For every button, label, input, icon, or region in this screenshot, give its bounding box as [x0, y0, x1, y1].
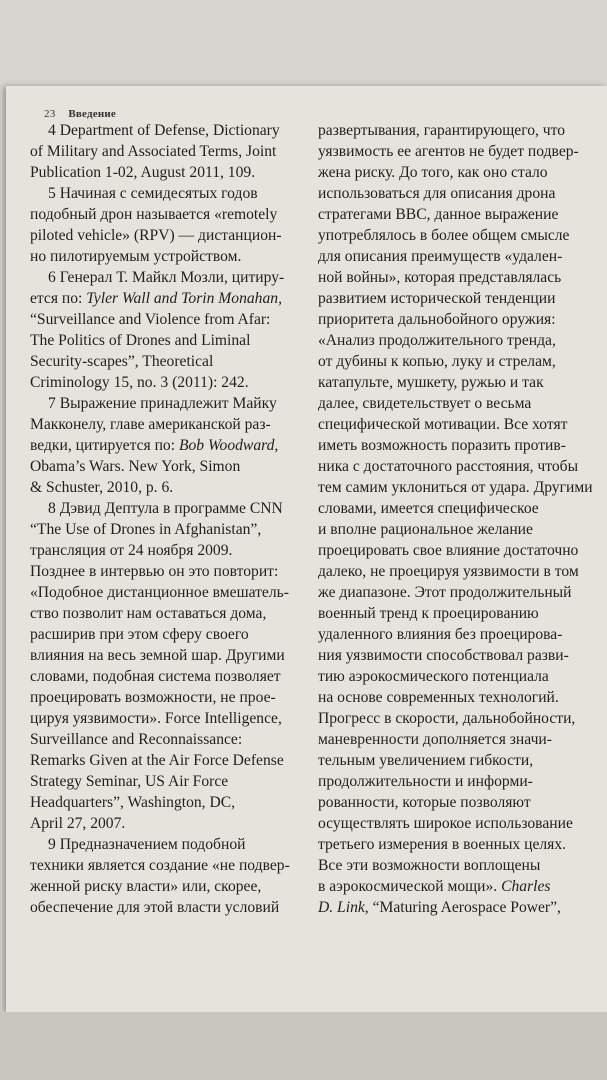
- text-line: [30, 393, 314, 414]
- line-text: словами, подобная система позволяет: [30, 668, 281, 685]
- text-line: [318, 372, 580, 393]
- text-line: [318, 687, 580, 708]
- line-text: 4 Department of Defense, Dictionary: [48, 122, 280, 139]
- line-text: Headquarters”, Washington, DC,: [30, 794, 236, 811]
- line-text: продолжительности и информи-: [318, 773, 533, 790]
- line-italic-text: D. Link: [318, 899, 365, 916]
- line-text: Security-scapes”, Theoretical: [30, 353, 214, 370]
- line-text: тем самим уклониться от удара. Другими: [318, 479, 593, 496]
- line-text: но пилотируемым устройством.: [30, 248, 242, 265]
- text-line: [30, 624, 314, 645]
- line-text: рованности, которые позволяют: [318, 794, 531, 811]
- line-text: Publication 1-02, August 2011, 109.: [30, 164, 256, 181]
- line-text: “The Use of Drones in Afghanistan”,: [30, 521, 262, 538]
- text-line: [30, 792, 314, 813]
- line-text: техники является создание «не подвер-: [30, 857, 290, 874]
- line-text: уязвимость ее агентов не будет подвер-: [318, 143, 579, 160]
- line-text: специфической мотивации. Все хотят: [318, 416, 568, 433]
- text-line: [318, 561, 580, 582]
- text-line: [318, 498, 580, 519]
- line-text: стратегами ВВС, данное выражение: [318, 206, 559, 223]
- line-text: удаленного влияния без проецирова-: [318, 626, 563, 643]
- line-text: для описания преимуществ «удален-: [318, 248, 563, 265]
- text-line: [318, 729, 580, 750]
- line-text: проецировать свое влияние достаточно: [318, 542, 579, 559]
- line-text: “Surveillance and Violence from Afar:: [30, 311, 271, 328]
- line-text: трансляция от 24 ноября 2009.: [30, 542, 233, 559]
- text-line: [318, 519, 580, 540]
- chapter-title: Введение: [68, 108, 116, 120]
- line-text: на основе современных технологий.: [318, 689, 559, 706]
- text-line: [30, 456, 314, 477]
- text-line: [318, 792, 580, 813]
- line-text: маневренности дополняется значи-: [318, 731, 552, 748]
- text-line: [30, 141, 314, 162]
- line-text: тию аэрокосмического потенциала: [318, 668, 549, 685]
- line-text: военный тренд к проецированию: [318, 605, 539, 622]
- line-text: далеко, не проецируя уязвимости в том: [318, 563, 579, 580]
- line-text: ника с достаточного расстояния, чтобы: [318, 458, 579, 475]
- line-text: Obama’s Wars. New York, Simon: [30, 458, 241, 475]
- left-column: [30, 120, 314, 918]
- line-text: же диапазоне. Этот продолжительный: [318, 584, 572, 601]
- line-text: Remarks Given at the Air Force Defense: [30, 752, 284, 769]
- text-line: [318, 225, 580, 246]
- line-text: развертывания, гарантирующего, что: [318, 122, 566, 139]
- text-line: [318, 288, 580, 309]
- text-line: [318, 855, 580, 876]
- line-text: приоритета дальнобойного оружия:: [318, 311, 556, 328]
- line-text: Strategy Seminar, US Air Force: [30, 773, 229, 790]
- line-text: & Schuster, 2010, p. 6.: [30, 479, 174, 496]
- text-line: [30, 897, 314, 918]
- line-text: Criminology 15, no. 3 (2011): 242.: [30, 374, 249, 391]
- background-surface: [0, 1012, 607, 1080]
- text-line: [30, 330, 314, 351]
- text-line: [318, 771, 580, 792]
- line-text: , “Maturing Aerospace Power”,: [364, 899, 561, 916]
- text-line: [318, 813, 580, 834]
- line-text: проецировать возможности, не прое-: [30, 689, 276, 706]
- line-text: в аэрокосмической мощи».: [318, 878, 502, 895]
- line-text: от дубины к копью, луку и стрелам,: [318, 353, 556, 370]
- line-text: использоваться для описания дрона: [318, 185, 556, 202]
- text-line: [318, 414, 580, 435]
- text-line: [318, 246, 580, 267]
- line-text: расширив при этом сферу своего: [30, 626, 249, 643]
- line-text: подобный дрон называется «remotely: [30, 206, 278, 223]
- line-text: 9 Предназначением подобной: [48, 836, 246, 853]
- text-line: [30, 603, 314, 624]
- text-line: [30, 645, 314, 666]
- line-text: катапульте, мушкету, ружью и так: [318, 374, 544, 391]
- text-line: [318, 876, 580, 897]
- text-line: [30, 162, 314, 183]
- line-text: цируя уязвимости». Force Intelligence,: [30, 710, 282, 727]
- text-line: [318, 708, 580, 729]
- text-line: [318, 603, 580, 624]
- text-line: [318, 204, 580, 225]
- line-text: 8 Дэвид Дептула в программе CNN: [48, 500, 283, 517]
- running-header: [44, 108, 116, 120]
- line-text: April 27, 2007.: [30, 815, 126, 832]
- book-page: [6, 86, 607, 1012]
- text-line: [30, 855, 314, 876]
- line-italic-text: Tyler Wall and Torin Monahan,: [86, 290, 282, 307]
- text-line: [30, 582, 314, 603]
- line-text: словами, имеется специфическое: [318, 500, 539, 517]
- right-column: [318, 120, 593, 918]
- text-line: [30, 372, 314, 393]
- text-line: [30, 288, 314, 309]
- text-line: [318, 183, 580, 204]
- text-line: [318, 897, 580, 918]
- line-text: иметь возможность поразить против-: [318, 437, 566, 454]
- line-italic-text: Bob Woodward,: [178, 437, 279, 454]
- line-text: ство позволит нам оставаться дома,: [30, 605, 267, 622]
- text-line: [30, 519, 314, 540]
- text-line: [30, 309, 314, 330]
- line-text: жена риску. До того, как оно стало: [318, 164, 548, 181]
- text-line: [318, 309, 580, 330]
- line-text: piloted vehicle» (RPV) — дистанцион-: [30, 227, 282, 244]
- text-line: [30, 246, 314, 267]
- text-line: [318, 393, 580, 414]
- text-line: [30, 729, 314, 750]
- line-text: «Анализ продолжительного тренда,: [318, 332, 556, 349]
- text-line: [318, 645, 580, 666]
- text-line: [30, 414, 314, 435]
- text-line: [30, 687, 314, 708]
- line-text: далее, свидетельствует о весьма: [318, 395, 532, 412]
- line-text: «Подобное дистанционное вмешатель-: [30, 584, 289, 601]
- text-line: [318, 750, 580, 771]
- text-line: [30, 435, 314, 456]
- line-text: третьего измерения в военных целях.: [318, 836, 567, 853]
- page-number: 23: [44, 108, 56, 120]
- text-line: [318, 666, 580, 687]
- text-line: [30, 225, 314, 246]
- text-line: [318, 162, 580, 183]
- line-text: Surveillance and Reconnaissance:: [30, 731, 243, 748]
- text-line: [318, 141, 580, 162]
- text-line: [318, 582, 580, 603]
- line-text: развитием исторической тенденции: [318, 290, 556, 307]
- text-line: [30, 876, 314, 897]
- text-line: [30, 477, 314, 498]
- line-text: Прогресс в скорости, дальнобойности,: [318, 710, 576, 727]
- line-text: ния уязвимости способствовал разви-: [318, 647, 569, 664]
- line-text: влияния на весь земной шар. Другими: [30, 647, 285, 664]
- line-text: Макконелу, главе американской раз-: [30, 416, 271, 433]
- line-text: Позднее в интервью он это повторит:: [30, 563, 279, 580]
- text-line: [30, 771, 314, 792]
- text-line: [30, 498, 314, 519]
- text-line: [30, 834, 314, 855]
- text-line: [30, 750, 314, 771]
- line-text: осуществлять широкое использование: [318, 815, 573, 832]
- text-line: [30, 813, 314, 834]
- text-line: [318, 351, 580, 372]
- line-text: 6 Генерал Т. Майкл Мозли, цитиру-: [48, 269, 285, 286]
- line-italic-text: Charles: [501, 878, 551, 895]
- line-text: Все эти возможности воплощены: [318, 857, 541, 874]
- text-line: [318, 267, 580, 288]
- text-line: [318, 477, 593, 498]
- text-line: [30, 267, 314, 288]
- text-line: [30, 666, 314, 687]
- text-line: [30, 120, 314, 141]
- line-text: 7 Выражение принадлежит Майку: [48, 395, 277, 412]
- line-text: обеспечение для этой власти условий: [30, 899, 280, 916]
- line-text: и вполне рациональное желание: [318, 521, 533, 538]
- text-line: [30, 540, 314, 561]
- text-line: [30, 561, 314, 582]
- line-text: ведки, цитируется по:: [30, 437, 179, 454]
- text-line: [318, 834, 580, 855]
- line-text: женной риску власти» или, скорее,: [30, 878, 262, 895]
- text-line: [318, 456, 580, 477]
- line-text: of Military and Associated Terms, Joint: [30, 143, 277, 160]
- line-text: ется по:: [30, 290, 87, 307]
- text-line: [318, 540, 580, 561]
- text-line: [30, 183, 314, 204]
- text-line: [318, 330, 580, 351]
- line-text: 5 Начиная с семидесятых годов: [48, 185, 258, 202]
- text-line: [30, 204, 314, 225]
- line-text: тельным увеличением гибкости,: [318, 752, 534, 769]
- line-text: употреблялось в более общем смысле: [318, 227, 570, 244]
- line-text: ной войны», которая представлялась: [318, 269, 562, 286]
- text-line: [30, 708, 314, 729]
- text-line: [30, 351, 314, 372]
- line-text: The Politics of Drones and Liminal: [30, 332, 251, 349]
- text-line: [318, 120, 580, 141]
- text-line: [318, 435, 580, 456]
- text-line: [318, 624, 580, 645]
